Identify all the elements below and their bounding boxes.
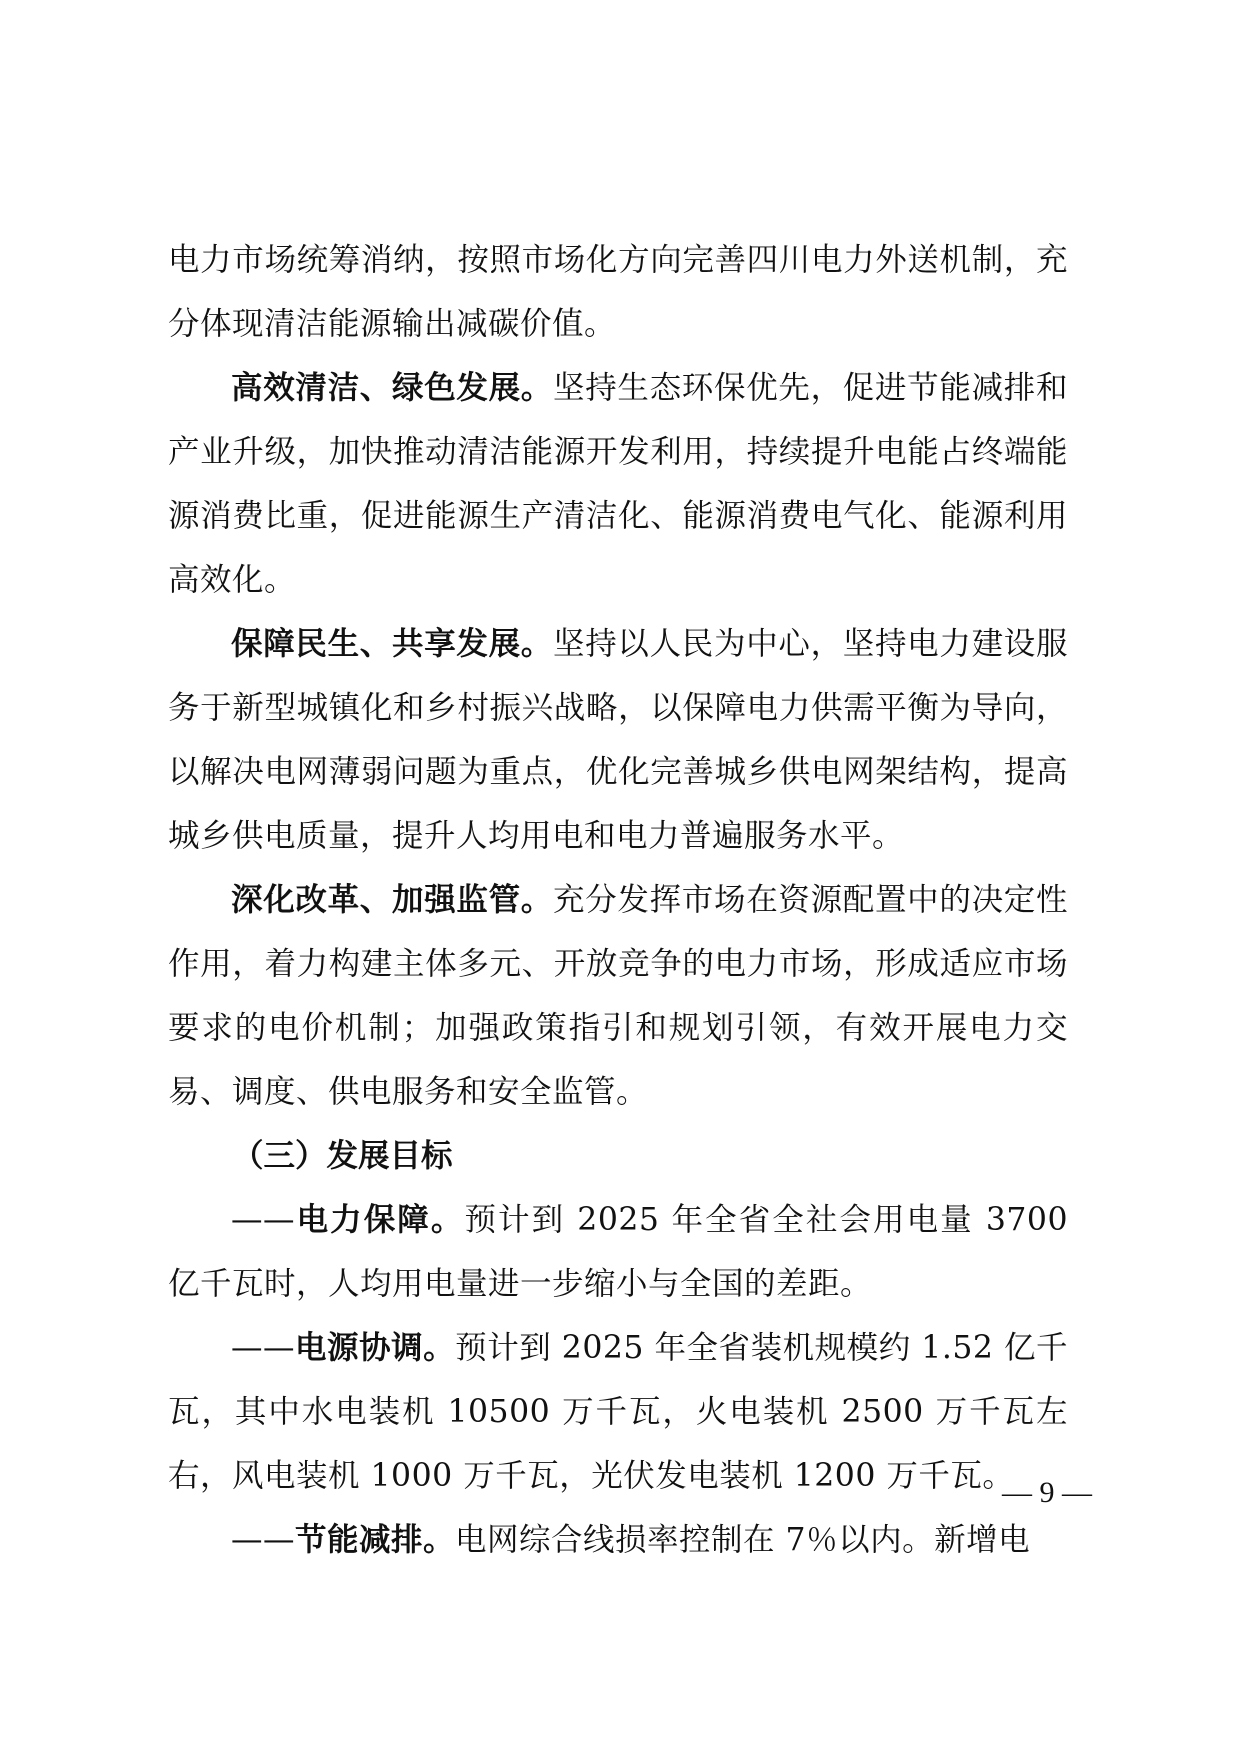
goal-text: 电网综合线损率控制在 7％以内。新增电 — [455, 1522, 1031, 1558]
paragraph-lead: 深化改革、加强监管。 — [231, 882, 553, 918]
paragraph-intro — [168, 228, 1068, 356]
goal-lead: 电源协调。 — [295, 1330, 456, 1366]
paragraph-clean-green — [168, 356, 1068, 612]
page-number: — 9 — — [1002, 1476, 1092, 1509]
paragraph-lead: 高效清洁、绿色发展。 — [231, 370, 553, 406]
goal-lead: 节能减排。 — [295, 1522, 456, 1558]
goal-dash: —— — [231, 1522, 295, 1558]
goal-dash: —— — [231, 1202, 295, 1238]
goal-power-supply — [168, 1188, 1068, 1316]
paragraph-livelihood — [168, 612, 1068, 868]
paragraph-text: 坚持以人民为中心，坚持电力建设服务于新型城镇化和乡村振兴战略，以保障电力供需平衡为导向，以解决电网薄弱问题为重点，优化完善城乡供电网架结构，提高城乡供电质量，提升人均用电和电力普遍服务水平。 — [168, 626, 1068, 854]
document-body — [168, 228, 1068, 1572]
paragraph-reform — [168, 868, 1068, 1124]
paragraph-text: 坚持生态环保优先，促进节能减排和产业升级，加快推动清洁能源开发利用，持续提升电能占终端能源消费比重，促进能源生产清洁化、能源消费电气化、能源利用高效化。 — [168, 370, 1068, 598]
goal-dash: —— — [231, 1330, 295, 1366]
paragraph-text: 充分发挥市场在资源配置中的决定性作用，着力构建主体多元、开放竞争的电力市场，形成适应市场要求的电价机制；加强政策指引和规划引领，有效开展电力交易、调度、供电服务和安全监管。 — [168, 882, 1068, 1110]
paragraph-text: 电力市场统筹消纳，按照市场化方向完善四川电力外送机制，充分体现清洁能源输出减碳价值。 — [168, 242, 1068, 342]
section-heading: （三）发展目标 — [232, 1138, 453, 1174]
goal-power-source — [168, 1316, 1068, 1508]
paragraph-lead: 保障民生、共享发展。 — [231, 626, 553, 662]
goal-energy-saving — [168, 1508, 1068, 1572]
goal-lead: 电力保障。 — [295, 1202, 465, 1238]
goal-text: 预计到 2025 年全省装机规模约 1.52 亿千瓦，其中水电装机 10500 万千瓦，火电装机 2500 万千瓦左右，风电装机 1000 万千瓦，光伏发电装机 1200 万千瓦。 — [168, 1330, 1068, 1494]
goal-text: 预计到 2025 年全省全社会用电量 3700 亿千瓦时，人均用电量进一步缩小与全国的差距。 — [168, 1202, 1068, 1302]
